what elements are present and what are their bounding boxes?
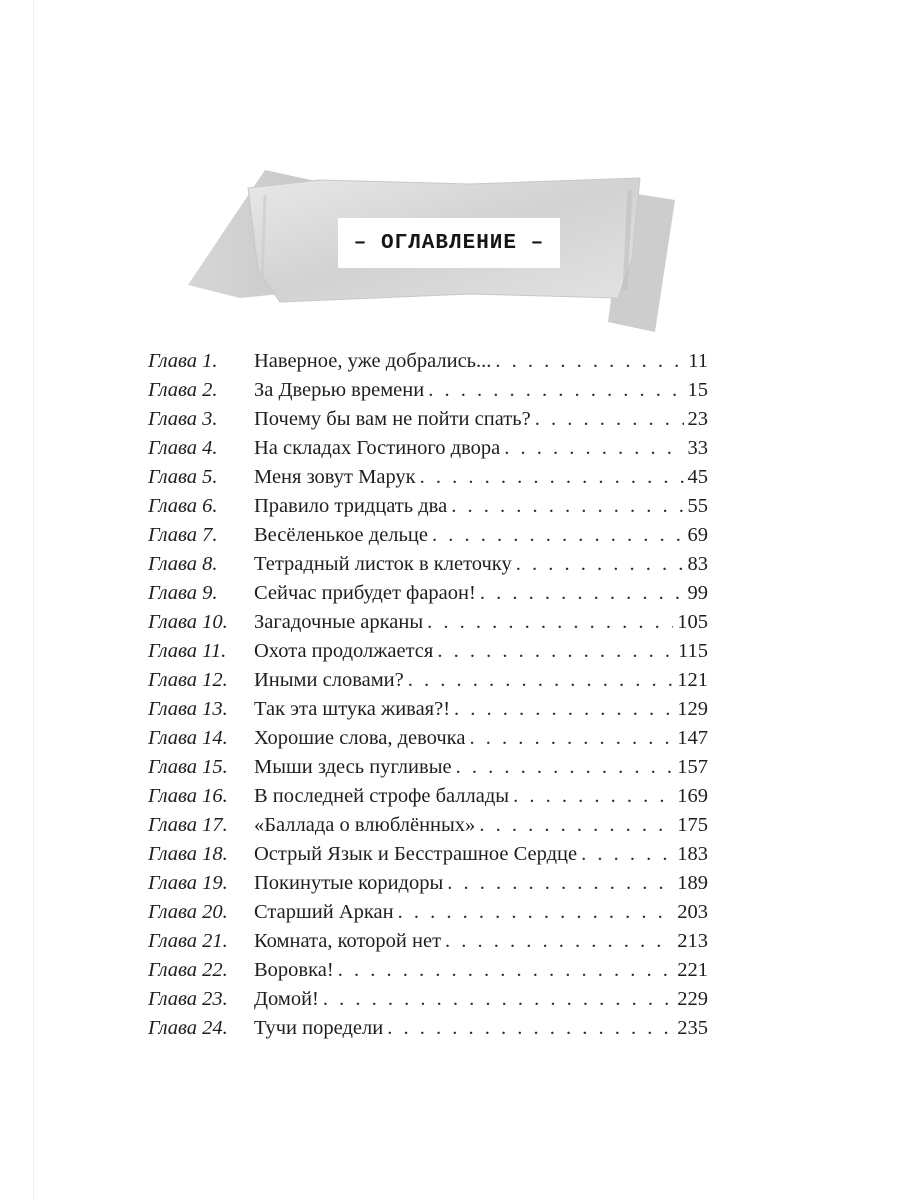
chapter-number: Глава 5. [148, 466, 218, 488]
toc-entry [148, 785, 708, 814]
chapter-number: Глава 21. [148, 930, 228, 952]
page-number: 147 [677, 727, 708, 749]
page-number: 129 [677, 698, 708, 720]
toc-entry [148, 756, 708, 785]
chapter-title: «Баллада о влюблённых» [254, 814, 476, 836]
toc-entry [148, 611, 708, 640]
dot-leader [456, 756, 674, 779]
chapter-title: За Дверью времени [254, 379, 425, 401]
dot-leader [480, 582, 684, 605]
chapter-title: Комната, которой нет [254, 930, 442, 952]
chapter-number: Глава 23. [148, 988, 228, 1010]
chapter-title: Покинутые коридоры [254, 872, 444, 894]
toc-entry [148, 901, 708, 930]
chapter-number: Глава 14. [148, 727, 228, 749]
toc-entry [148, 843, 708, 872]
chapter-number: Глава 17. [148, 814, 228, 836]
toc-entry [148, 466, 708, 495]
chapter-number: Глава 10. [148, 611, 228, 633]
chapter-number: Глава 16. [148, 785, 228, 807]
chapter-title: Старший Аркан [254, 901, 394, 923]
page-number: 157 [677, 756, 708, 778]
page-number: 15 [687, 379, 708, 401]
chapter-number: Глава 13. [148, 698, 228, 720]
chapter-title: Иными словами? [254, 669, 404, 691]
chapter-number: Глава 3. [148, 408, 218, 430]
chapter-number: Глава 2. [148, 379, 218, 401]
chapter-title: Весёленькое дельце [254, 524, 428, 546]
toc-entry [148, 379, 708, 408]
chapter-title: Воровка! [254, 959, 334, 981]
page-number: 23 [687, 408, 708, 430]
dot-leader [447, 872, 673, 895]
page-number: 175 [677, 814, 708, 836]
dot-leader [445, 930, 673, 953]
page-number: 221 [677, 959, 708, 981]
toc-entry [148, 814, 708, 843]
toc-entry [148, 524, 708, 553]
chapter-title: В последней строфе баллады [254, 785, 510, 807]
toc-entry [148, 582, 708, 611]
dot-leader [495, 350, 684, 373]
chapter-title: Мыши здесь пугливые [254, 756, 452, 778]
chapter-number: Глава 7. [148, 524, 218, 546]
dot-leader [513, 785, 673, 808]
page-number: 229 [677, 988, 708, 1010]
dot-leader [428, 379, 683, 402]
toc-entry [148, 495, 708, 524]
dot-leader [427, 611, 673, 634]
chapter-number: Глава 12. [148, 669, 228, 691]
dot-leader [387, 1017, 673, 1040]
dot-leader [420, 466, 684, 489]
chapter-title: Хорошие слова, девочка [254, 727, 466, 749]
page-number: 115 [678, 640, 708, 662]
dot-leader [516, 553, 684, 576]
chapter-title: Загадочные арканы [254, 611, 424, 633]
page-number: 11 [688, 350, 708, 372]
toc-entry [148, 669, 708, 698]
toc-entry [148, 408, 708, 437]
dot-leader [398, 901, 674, 924]
page-number: 183 [677, 843, 708, 865]
page-number: 69 [687, 524, 708, 546]
toc-entry [148, 930, 708, 959]
page-number: 105 [677, 611, 708, 633]
dot-leader [338, 959, 674, 982]
toc-entry [148, 553, 708, 582]
chapter-number: Глава 1. [148, 350, 218, 372]
page-title: – ОГЛАВЛЕНИЕ – [338, 218, 560, 268]
toc-entry [148, 1017, 708, 1046]
chapter-number: Глава 24. [148, 1017, 228, 1039]
page-edge [33, 0, 34, 1200]
table-of-contents [148, 350, 708, 1046]
chapter-title: Так эта штука живая?! [254, 698, 451, 720]
page-number: 235 [677, 1017, 708, 1039]
chapter-number: Глава 15. [148, 756, 228, 778]
page-number: 213 [677, 930, 708, 952]
chapter-number: Глава 19. [148, 872, 228, 894]
dot-leader [504, 437, 683, 460]
dot-leader [408, 669, 674, 692]
dot-leader [479, 814, 673, 837]
chapter-title: Меня зовут Марук [254, 466, 416, 488]
toc-entry [148, 698, 708, 727]
chapter-title: Наверное, уже добрались... [254, 350, 492, 372]
page-number: 121 [677, 669, 708, 691]
page-number: 45 [687, 466, 708, 488]
toc-entry [148, 959, 708, 988]
chapter-number: Глава 9. [148, 582, 218, 604]
chapter-title: Тучи поредели [254, 1017, 384, 1039]
chapter-title: Домой! [254, 988, 319, 1010]
chapter-number: Глава 4. [148, 437, 218, 459]
dot-leader [437, 640, 674, 663]
chapter-number: Глава 18. [148, 843, 228, 865]
chapter-title: Острый Язык и Бесстрашное Сердце [254, 843, 578, 865]
chapter-title: Сейчас прибудет фараон! [254, 582, 476, 604]
page-number: 189 [677, 872, 708, 894]
toc-entry [148, 640, 708, 669]
page-number: 169 [677, 785, 708, 807]
chapter-number: Глава 20. [148, 901, 228, 923]
dot-leader [535, 408, 684, 431]
page-number: 203 [677, 901, 708, 923]
dot-leader [432, 524, 684, 547]
toc-entry [148, 350, 708, 379]
toc-entry [148, 988, 708, 1017]
chapter-title: Охота продолжается [254, 640, 434, 662]
page-number: 99 [687, 582, 708, 604]
dot-leader [469, 727, 673, 750]
toc-entry [148, 727, 708, 756]
dot-leader [323, 988, 673, 1011]
chapter-title: Правило тридцать два [254, 495, 448, 517]
page-number: 83 [687, 553, 708, 575]
toc-entry [148, 872, 708, 901]
dot-leader [451, 495, 683, 518]
chapter-number: Глава 8. [148, 553, 218, 575]
chapter-number: Глава 11. [148, 640, 227, 662]
chapter-title: Почему бы вам не пойти спать? [254, 408, 531, 430]
chapter-title: Тетрадный листок в клеточку [254, 553, 512, 575]
page-number: 33 [687, 437, 708, 459]
dot-leader [581, 843, 673, 866]
chapter-number: Глава 6. [148, 495, 218, 517]
title-banner [170, 170, 690, 340]
chapter-number: Глава 22. [148, 959, 228, 981]
page-number: 55 [687, 495, 708, 517]
chapter-title: На складах Гостиного двора [254, 437, 501, 459]
toc-entry [148, 437, 708, 466]
dot-leader [454, 698, 673, 721]
